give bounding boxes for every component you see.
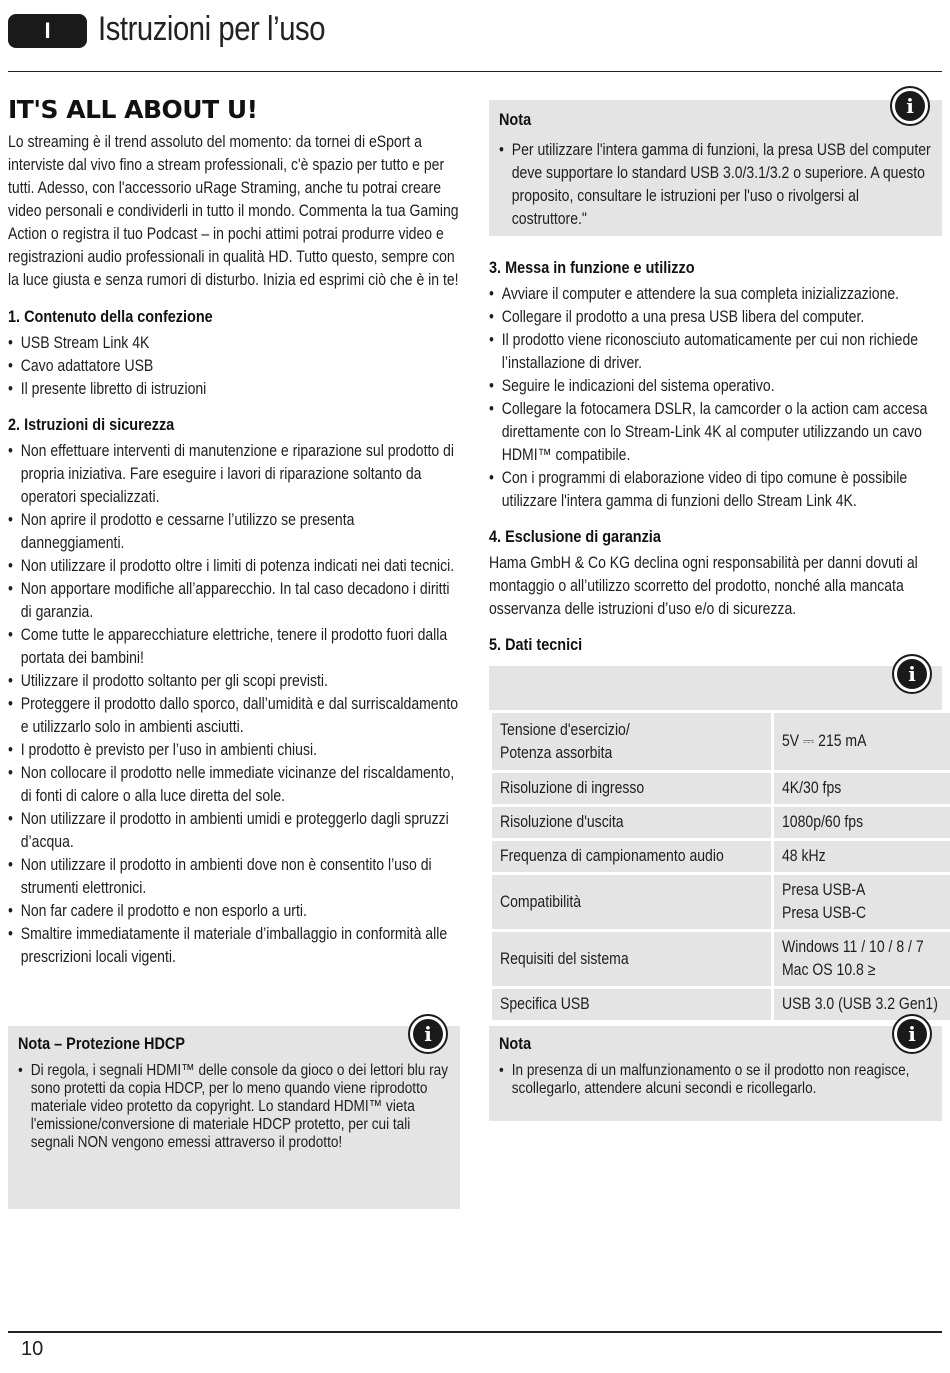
list-item: • Con i programmi di elaborazione video di tipo comune è possibile utilizzare l'intera gamma di funzioni dello Stream Link 4K. <box>489 467 942 513</box>
section-4-title: 4. Esclusione di garanzia <box>489 527 661 546</box>
list-item: • Non utilizzare il prodotto in ambienti dove non è consentito l’uso di strumenti elettronici. <box>8 854 460 900</box>
list-item: • Smaltire immediatamente il materiale d’imballaggio in conformità alle prescrizioni locali vigenti. <box>8 923 460 969</box>
list-item: • Proteggere il prodotto dallo sporco, dall’umidità e dal surriscaldamento e utilizzarlo solo in ambienti asciutti. <box>8 693 460 739</box>
list-item: • Non far cadere il prodotto e non esporlo a urti. <box>8 900 460 923</box>
table-row: Risoluzione di ingresso 4K/30 fps <box>491 772 950 806</box>
list-item: • Come tutte le apparecchiature elettriche, tenere il prodotto fuori dalla portata dei bambini! <box>8 624 460 670</box>
hdcp-note <box>8 1022 460 1209</box>
list-item: • Il prodotto viene riconosciuto automaticamente per cui non richiede l’installazione di driver. <box>489 329 942 375</box>
list-item: • USB Stream Link 4K <box>8 332 460 355</box>
list-item: • Utilizzare il prodotto soltanto per gli scopi previsti. <box>8 670 460 693</box>
table-row: Requisiti del sistema Windows 11 / 10 / 8 / 7 Mac OS 10.8 ≥ <box>491 931 950 988</box>
safety-list <box>8 440 460 969</box>
warranty-text: Hama GmbH & Co KG declina ogni responsabilità per danni dovuti al montaggio o all’utilizzo scorretto del prodotto, nonché alla mancata osservanza delle istruzioni d’uso e/o di sicurezza. <box>489 554 918 618</box>
table-row: Risoluzione d'uscita 1080p/60 fps <box>491 806 950 840</box>
malfunction-note-title: Nota <box>499 1034 532 1053</box>
list-item: • I prodotto è previsto per l’uso in ambienti chiusi. <box>8 739 460 762</box>
usb-note-text: • Per utilizzare l'intera gamma di funzioni, la presa USB del computer deve supportare lo standard USB 3.0/3.1/3.2 o superiore. A questo proposito, consultare le istruzioni per l'uso o rivolgersi al costruttore." <box>499 139 932 231</box>
list-item: • Seguire le indicazioni del sistema operativo. <box>489 375 942 398</box>
list-item: • Non apportare modifiche all’apparecchio. In tal caso decadono i diritti di garanzia. <box>8 578 460 624</box>
table-row: Tensione d'esercizio/ Potenza assorbita 5V ⎓ 215 mA <box>491 712 950 772</box>
intro-paragraph: Lo streaming è il trend assoluto del momento: da tornei di eSport a interviste dal vivo fino a stream professionali, c'è spazio per tutto e per tutti. Adesso, con l'accessorio uRage Straming, anche tu potrai creare video personali e condividerli in tutto il mondo. Commenta la tua Gaming Action o registra il tuo Podcast – in pochi attimi potrai produrre video e registrazioni audio professionali in qualità HD. Tutto questo, sempre con la luce giusta e senza rumori di disturbo. Inizia ed esprimi ciò che è in te! <box>8 133 459 289</box>
info-icon: i <box>408 1014 448 1054</box>
list-item: • Non effettuare interventi di manutenzione e riparazione sul prodotto di propria iniziativa. Fare eseguire i lavori di riparazione soltanto da operatori specializzati. <box>8 440 460 509</box>
info-icon: i <box>892 1014 932 1054</box>
usb-note <box>489 94 942 236</box>
list-item: • Non utilizzare il prodotto oltre i limiti di potenza indicati nei dati tecnici. <box>8 555 460 578</box>
table-row: Frequenza di campionamento audio 48 kHz <box>491 840 950 874</box>
spec-table-header <box>489 662 942 710</box>
info-icon: i <box>890 86 930 126</box>
hdcp-note-title: Nota – Protezione HDCP <box>18 1034 186 1053</box>
list-item: • Collegare la fotocamera DSLR, la camcorder o la action cam accesa direttamente con lo Stream-Link 4K al computer utilizzando un cavo HDMI™ compatibile. <box>489 398 942 467</box>
intro-heading: IT'S ALL ABOUT U! <box>8 95 258 124</box>
list-item: • Cavo adattatore USB <box>8 355 460 378</box>
usb-note-title: Nota <box>499 110 532 129</box>
section-5-title: 5. Dati tecnici <box>489 635 583 654</box>
setup-list <box>489 283 942 513</box>
page-title: Istruzioni per l’uso <box>98 10 326 48</box>
footer-divider <box>8 1331 942 1333</box>
section-2-title: 2. Istruzioni di sicurezza <box>8 415 175 434</box>
list-item: • Avviare il computer e attendere la sua completa inizializzazione. <box>489 283 942 306</box>
list-item: • Il presente libretto di istruzioni <box>8 378 460 401</box>
left-column <box>8 96 460 969</box>
table-row: Compatibilità Presa USB-A Presa USB-C <box>491 874 950 931</box>
spec-table <box>489 710 950 1023</box>
malfunction-note <box>489 1022 942 1121</box>
info-icon: i <box>892 654 932 694</box>
section-1-title: 1. Contenuto della confezione <box>8 307 213 326</box>
malfunction-note-text: • In presenza di un malfunzionamento o se il prodotto non reagisce, scollegarlo, attendere alcuni secondi e ricollegarlo. <box>499 1062 932 1098</box>
list-item: • Non aprire il prodotto e cessarne l’utilizzo se presenta danneggiamenti. <box>8 509 460 555</box>
spec-table-container <box>489 662 942 1023</box>
list-item: • Collegare il prodotto a una presa USB libera del computer. <box>489 306 942 329</box>
language-badge: I <box>8 14 87 48</box>
section-3-title: 3. Messa in funzione e utilizzo <box>489 258 695 277</box>
hdcp-note-text: • Di regola, i segnali HDMI™ delle console da gioco o dei lettori blu ray sono protetti da copia HDCP, per lo meno quando viene riprodotto materiale video protetto da copyright. Lo standard HDMI™ vieta l'emissione/conversione di materiale HDCP protetto, per cui tali segnali NON vengono emessi attraverso il prodotto! <box>18 1062 450 1152</box>
page-header <box>8 10 942 72</box>
table-row: Specifica USB USB 3.0 (USB 3.2 Gen1) <box>491 988 950 1022</box>
list-item: • Non utilizzare il prodotto in ambienti umidi e proteggerlo dagli spruzzi d’acqua. <box>8 808 460 854</box>
right-column <box>489 94 942 660</box>
package-contents-list <box>8 332 460 401</box>
page-number: 10 <box>21 1338 44 1360</box>
list-item: • Non collocare il prodotto nelle immediate vicinanze del riscaldamento, di fonti di calore o alla luce diretta del sole. <box>8 762 460 808</box>
